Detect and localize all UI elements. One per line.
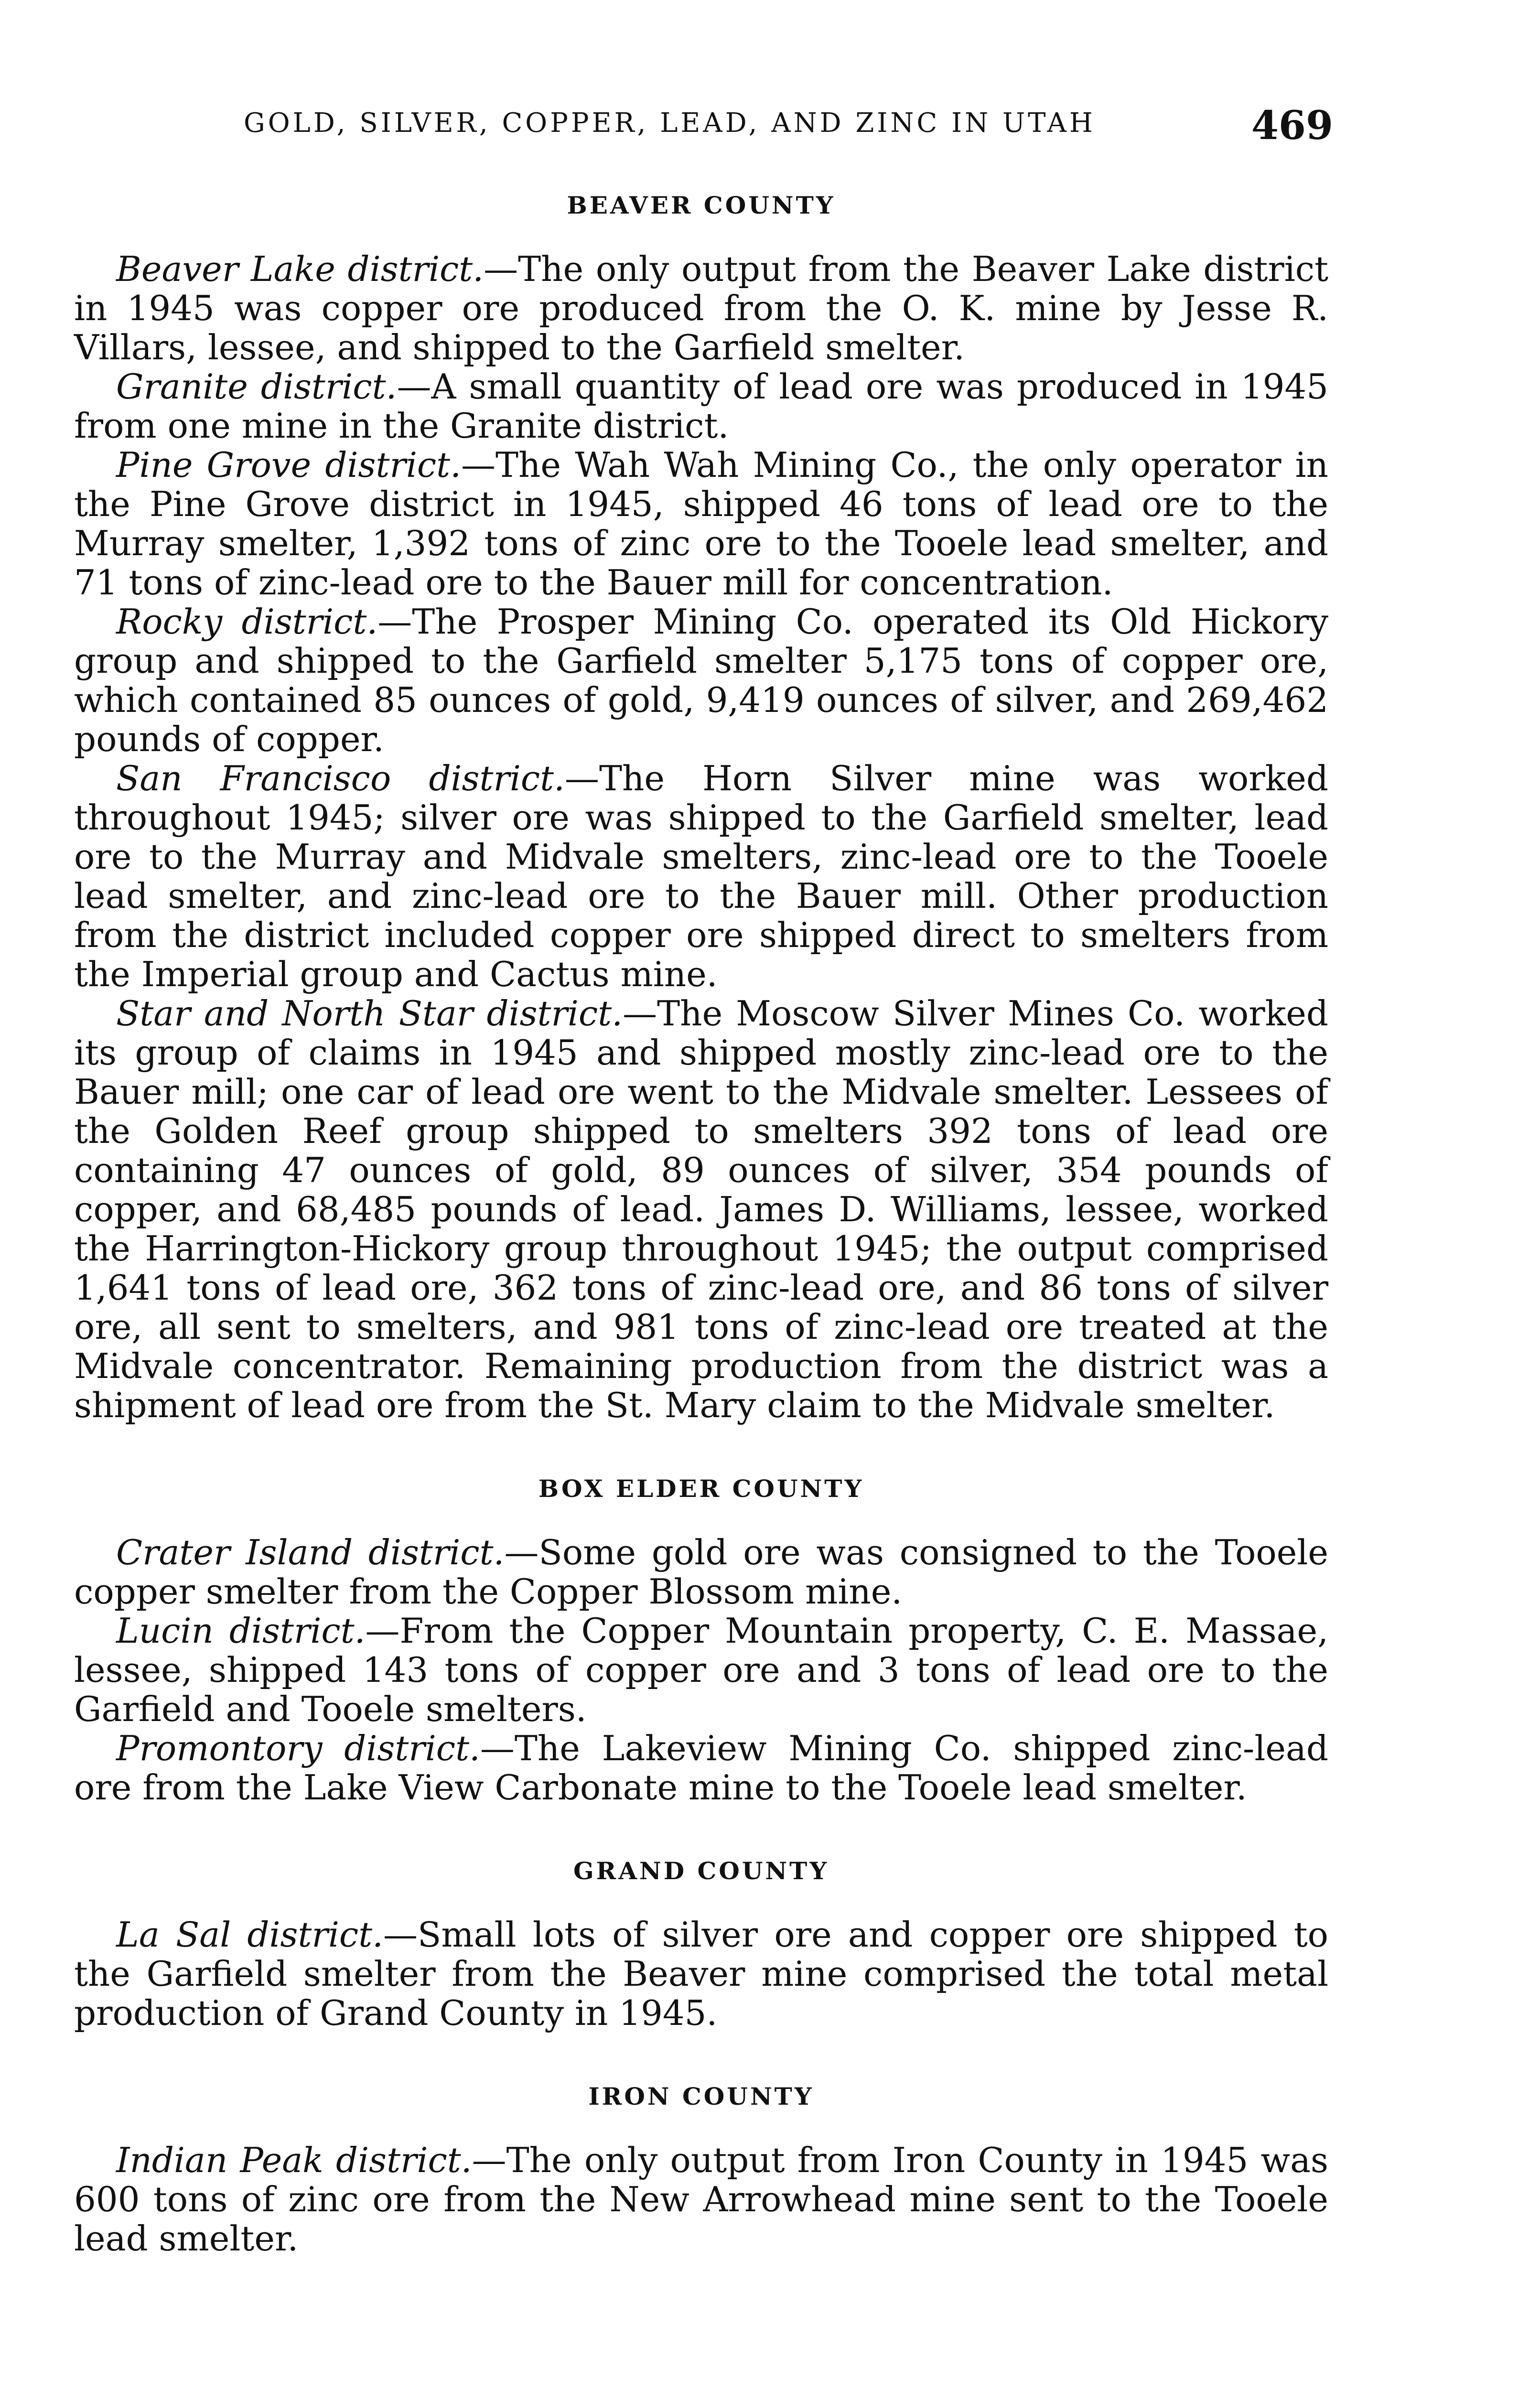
district-paragraph [74,367,1328,445]
district-paragraph [74,249,1328,367]
section-heading: BOX ELDER COUNTY [538,1474,864,1503]
district-name: Lucin district. [116,1611,366,1651]
running-head [244,103,1333,149]
paragraph-text: —From the Copper Mountain property, C. E. Massae, lessee, shipped 143 tons of copper ore and 3 tons of lead ore to the Garfield and Tooele smelters. [74,1611,1328,1729]
paragraph-text: —The Moscow Silver Mines Co. worked its group of claims in 1945 and shipped mostly zinc-lead ore to the Bauer mill; one car of lead ore went to the Midvale smelter. Lessees of the Golden Reef group shipped to smelters 392 tons of lead ore containing 47 ounces of gold, 89 ounces of silver, 354 pounds of copper, and 68,485 pounds of lead. James D. Williams, lessee, worked the Harrington-Hickory group throughout 1945; the output comprised 1,641 tons of lead ore, 362 tons of zinc-lead ore, and 86 tons of silver ore, all sent to smelters, and 981 tons of zinc-lead ore treated at the Midvale concentrator. Remaining production from the district was a shipment of lead ore from the St. Mary claim to the Midvale smelter. [74,993,1329,1425]
district-paragraph [74,1915,1328,2033]
paragraph-text: —Small lots of silver ore and copper ore shipped to the Garfield smelter from the Beaver mine comprised the total metal production of Grand County in 1945. [74,1915,1328,2033]
paragraph-text: —The Horn Silver mine was worked throughout 1945; silver ore was shipped to the Garfield smelter, lead ore to the Murray and Midvale smelters, zinc-lead ore to the Tooele lead smelter, and zinc-lead ore to the Bauer mill. Other production from the district included copper ore shipped direct to smelters from the Imperial group and Cactus mine. [74,758,1328,994]
section-grand-county [74,1857,1328,2033]
district-paragraph [74,602,1328,759]
district-paragraph [74,445,1328,602]
district-paragraph [74,994,1328,1425]
district-name: Pine Grove district. [116,445,461,485]
district-paragraph [74,759,1328,994]
district-name: Beaver Lake district. [116,249,484,289]
district-name: Indian Peak district. [116,2140,472,2180]
district-name: Granite district. [116,366,397,407]
paragraph-text: —Some gold ore was consigned to the Tooele copper smelter from the Copper Blossom mine. [74,1532,1328,1612]
paragraph-text: —The Lakeview Mining Co. shipped zinc-lead ore from the Lake View Carbonate mine to the Tooele lead smelter. [74,1728,1328,1808]
district-name: La Sal district. [116,1915,384,1955]
district-paragraph [74,2141,1328,2258]
district-name: Rocky district. [116,602,378,642]
section-iron-county [74,2082,1328,2258]
paragraph-text: —The Wah Wah Mining Co., the only operator in the Pine Grove district in 1945, shipped 46 tons of lead ore to the Murray smelter, 1,392 tons of zinc ore to the Tooele lead smelter, and 71 tons of zinc-lead ore to the Bauer mill for concentration. [74,445,1328,603]
paragraph-text: —The only output from Iron County in 1945 was 600 tons of zinc ore from the New Arrowhead mine sent to the Tooele lead smelter. [74,2140,1328,2259]
section-heading: BEAVER COUNTY [567,191,836,219]
section-heading: IRON COUNTY [588,2082,814,2110]
running-title: GOLD, SILVER, COPPER, LEAD, AND ZINC IN UTAH [244,108,1096,139]
page-number: 469 [1251,103,1333,149]
paragraph-text: —A small quantity of lead ore was produced in 1945 from one mine in the Granite district. [74,366,1328,446]
paragraph-text: —The only output from the Beaver Lake district in 1945 was copper ore produced from the O. K. mine by Jesse R. Villars, lessee, and shipped to the Garfield smelter. [74,249,1328,367]
district-name: Crater Island district. [116,1532,505,1572]
district-paragraph [74,1729,1328,1807]
section-beaver-county [74,191,1328,1425]
paragraph-text: —The Prosper Mining Co. operated its Old Hickory group and shipped to the Garfield smelter 5,175 tons of copper ore, which contained 85 ounces of gold, 9,419 ounces of silver, and 269,462 pounds of copper. [74,602,1328,759]
section-box-elder-county [74,1474,1328,1807]
district-name: Star and North Star district. [116,993,623,1033]
district-name: San Francisco district. [116,758,565,798]
section-heading: GRAND COUNTY [573,1857,829,1885]
district-paragraph [74,1611,1328,1729]
text-column [74,191,1328,2308]
district-paragraph [74,1533,1328,1611]
district-name: Promontory district. [116,1728,480,1768]
